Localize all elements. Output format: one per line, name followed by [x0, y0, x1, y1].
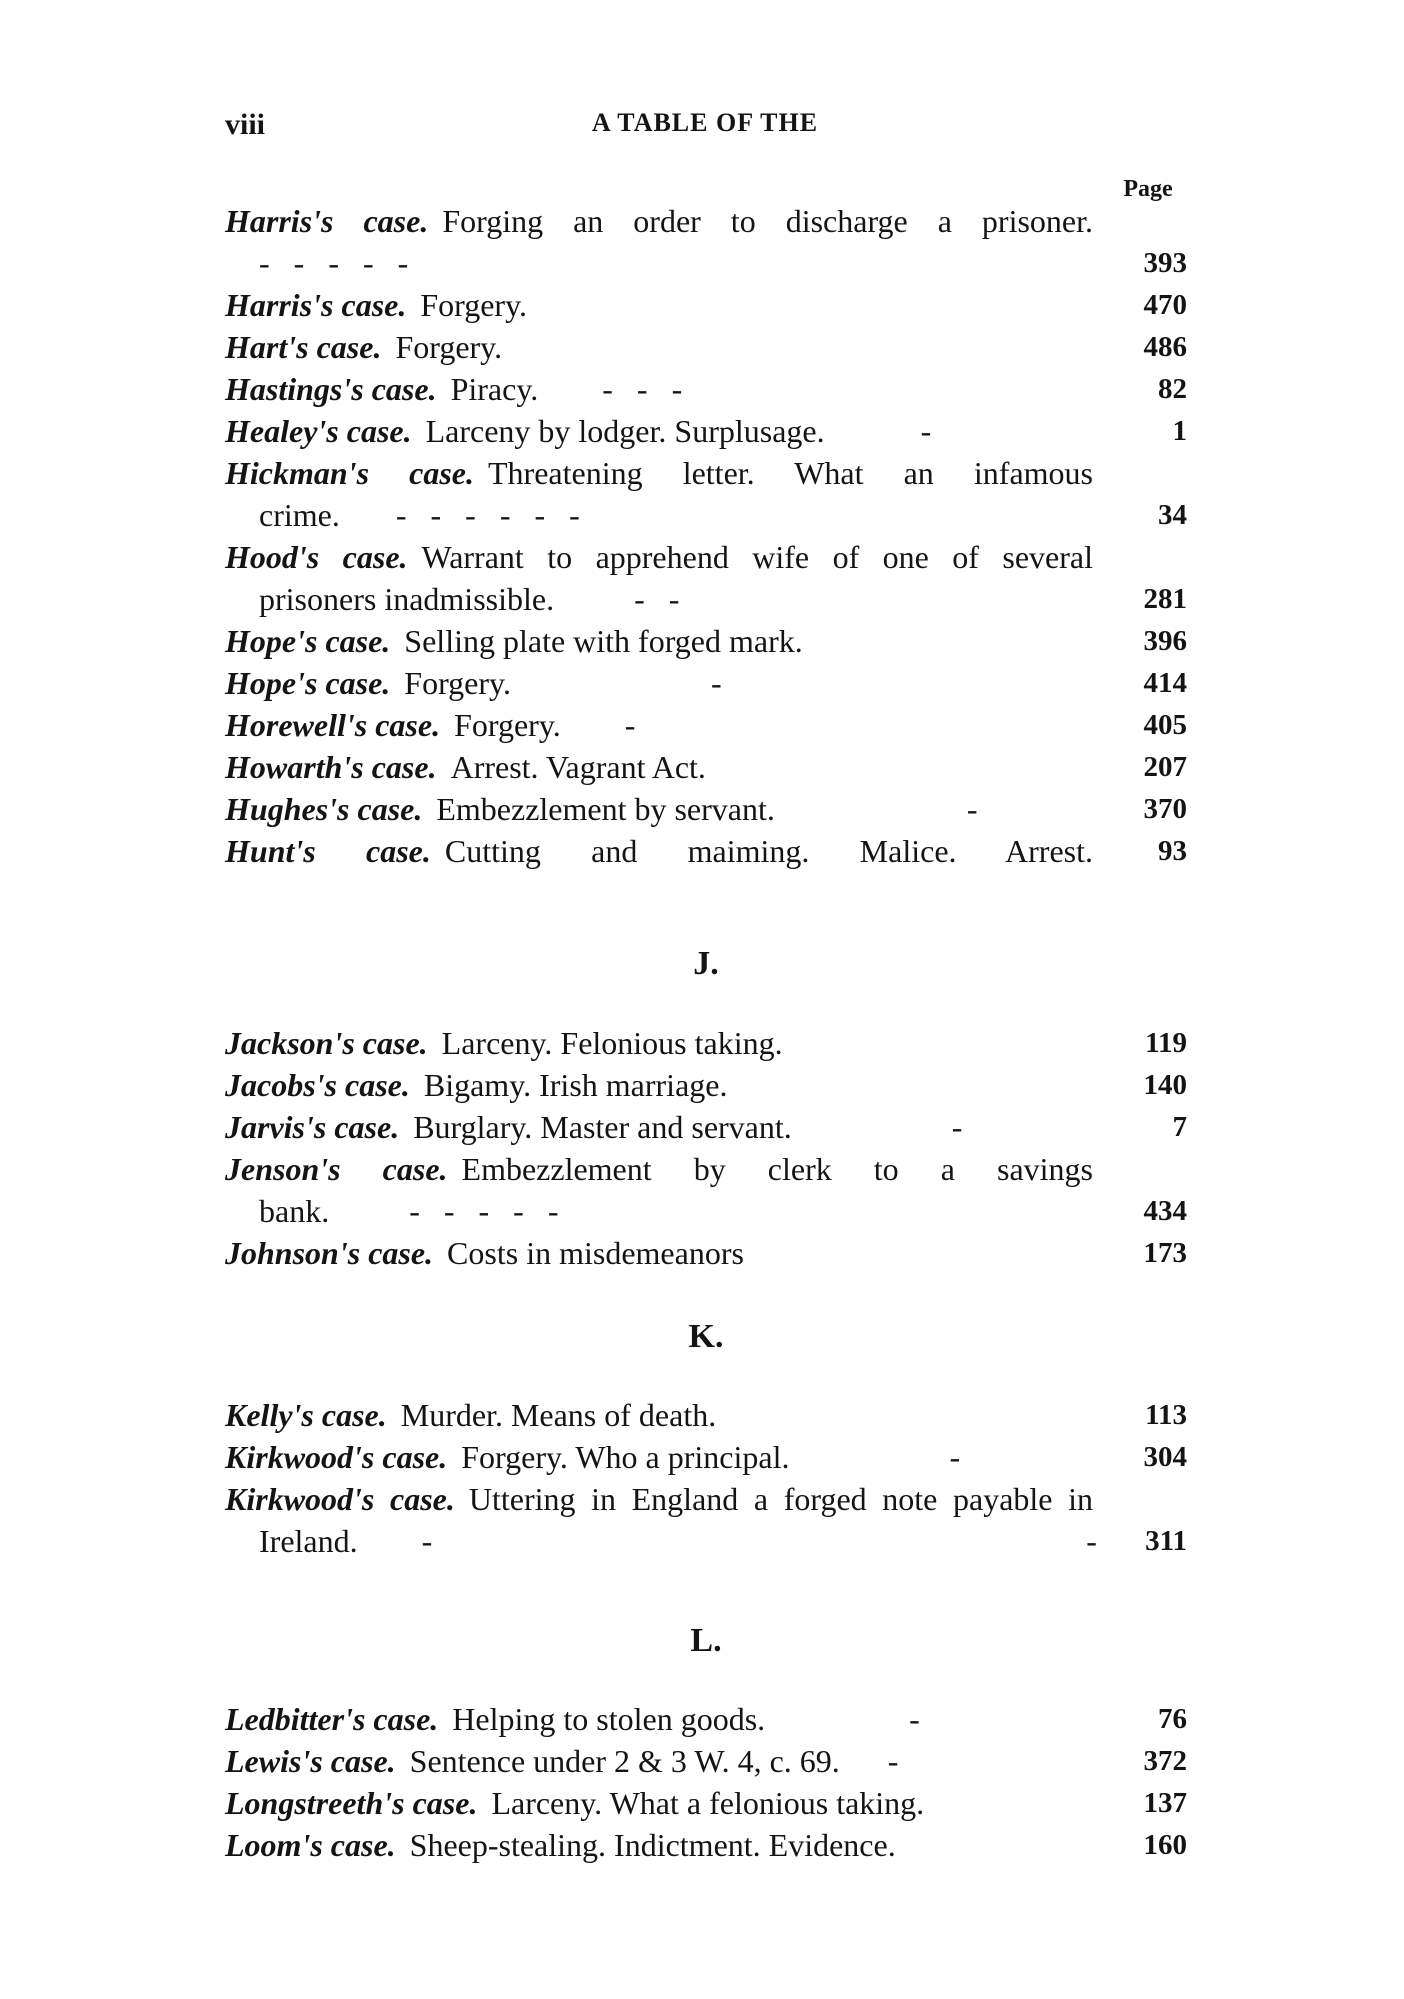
page-reference: 281	[1143, 583, 1187, 615]
leader-dashes: -	[966, 791, 978, 827]
index-entry	[225, 704, 1187, 746]
page-column-label: Page	[1123, 176, 1173, 202]
case-name: Kelly's case.	[225, 1397, 387, 1433]
case-description: Warrant to apprehend wife of one of several prisoners inadmissible.	[259, 539, 1094, 617]
case-name: Kirkwood's case.	[225, 1439, 448, 1475]
leader-dashes: - - -	[602, 371, 683, 407]
case-name: Hope's case.	[225, 623, 391, 659]
index-entry	[225, 1022, 1187, 1064]
case-name: Hart's case.	[225, 329, 382, 365]
page-reference: 76	[1158, 1703, 1187, 1735]
section-j	[225, 1022, 1187, 1274]
page-reference: 93	[1158, 835, 1187, 867]
index-entry	[225, 746, 1187, 788]
page-reference: 304	[1143, 1441, 1187, 1473]
case-description: Forgery. Who a principal.	[461, 1439, 790, 1475]
index-entry	[225, 1698, 1187, 1740]
leader-dashes: - - - - - -	[395, 497, 580, 533]
index-entry	[225, 1106, 1187, 1148]
case-name: Harris's case.	[225, 287, 407, 323]
page-reference: 113	[1145, 1399, 1187, 1431]
case-description: Uttering in England a forged note payable in Ireland.	[259, 1481, 1094, 1559]
page-reference: 207	[1143, 751, 1187, 783]
index-entry	[225, 1436, 1187, 1478]
case-description: Larceny. What a felonious taking.	[491, 1785, 925, 1821]
page-reference: 405	[1143, 709, 1187, 741]
page-reference: 414	[1143, 667, 1187, 699]
section-letter-j: J.	[693, 945, 719, 982]
case-description: Piracy.	[450, 371, 539, 407]
index-entry	[225, 1232, 1187, 1274]
index-entry	[225, 1782, 1187, 1824]
case-name: Hunt's case.	[225, 833, 431, 869]
index-entry	[225, 452, 1187, 536]
index-entry	[225, 200, 1187, 284]
page-reference: 370	[1143, 793, 1187, 825]
case-description: Larceny. Felonious taking.	[441, 1025, 783, 1061]
case-description: Embezzlement by clerk to a savings bank.	[259, 1151, 1093, 1229]
leader-dashes: - - - - -	[259, 245, 409, 281]
index-entry	[225, 284, 1187, 326]
case-name: Jenson's case.	[225, 1151, 448, 1187]
case-name: Horewell's case.	[225, 707, 441, 743]
case-description: Bigamy. Irish marriage.	[423, 1067, 728, 1103]
case-name: Hastings's case.	[225, 371, 437, 407]
case-description: Forgery.	[454, 707, 561, 743]
case-description: Arrest. Vagrant Act.	[450, 749, 706, 785]
page-reference: 7	[1172, 1111, 1187, 1143]
page-reference: 82	[1158, 373, 1187, 405]
leader-dashes: -	[624, 707, 636, 743]
case-name: Ledbitter's case.	[225, 1701, 439, 1737]
case-name: Lewis's case.	[225, 1743, 396, 1779]
case-description: Costs in misdemeanors	[447, 1235, 744, 1271]
case-description: Forgery.	[420, 287, 527, 323]
page-reference: 160	[1143, 1829, 1187, 1861]
index-entry	[225, 1064, 1187, 1106]
case-name: Harris's case.	[225, 203, 429, 239]
index-entry	[225, 788, 1187, 830]
index-entry	[225, 1148, 1187, 1232]
section-letter-k: K.	[688, 1318, 724, 1355]
index-entry	[225, 620, 1187, 662]
leader-dashes: -	[909, 1701, 920, 1737]
page-reference: 486	[1143, 331, 1187, 363]
page-reference: 34	[1158, 499, 1187, 531]
leader-dashes: -	[710, 665, 722, 701]
leader-dashes: -	[951, 1109, 963, 1145]
case-description: Selling plate with forged mark.	[404, 623, 803, 659]
case-description: Helping to stolen goods.	[452, 1701, 766, 1737]
index-entry	[225, 1740, 1187, 1782]
section-k	[225, 1394, 1187, 1562]
section-l	[225, 1698, 1187, 1866]
case-description: Threatening letter. What an infamous crime.	[259, 455, 1093, 533]
case-description: Forging an order to discharge a prisoner.	[442, 203, 1094, 239]
page-reference: 393	[1143, 247, 1187, 279]
index-entry	[225, 830, 1187, 872]
case-name: Jackson's case.	[225, 1025, 428, 1061]
section-h	[225, 200, 1187, 872]
case-name: Kirkwood's case.	[225, 1481, 455, 1517]
page-reference: 372	[1143, 1745, 1187, 1777]
leader-dashes: -	[920, 413, 932, 449]
leader-dashes: - - - - -	[409, 1193, 559, 1229]
running-head	[225, 108, 1185, 148]
case-name: Healey's case.	[225, 413, 412, 449]
index-entry	[225, 326, 1187, 368]
case-description: Cutting and maiming. Malice. Arrest.	[444, 833, 1094, 869]
index-entry	[225, 1478, 1187, 1562]
leader-dashes: - -	[634, 581, 680, 617]
case-name: Johnson's case.	[225, 1235, 434, 1271]
page-reference: 434	[1143, 1195, 1187, 1227]
page-reference: 396	[1143, 625, 1187, 657]
page-reference: 137	[1143, 1787, 1187, 1819]
page-number: viii	[225, 108, 266, 141]
index-entry	[225, 1824, 1187, 1866]
case-name: Loom's case.	[225, 1827, 396, 1863]
case-description: Sheep-stealing. Indictment. Evidence.	[409, 1827, 896, 1863]
section-letter-l: L.	[690, 1622, 722, 1659]
page-reference: 140	[1143, 1069, 1187, 1101]
index-entry	[225, 536, 1187, 620]
case-description: Sentence under 2 & 3 W. 4, c. 69.	[409, 1743, 840, 1779]
page-reference: 1	[1172, 415, 1187, 447]
case-description: Embezzlement by servant.	[436, 791, 775, 827]
page-reference: 470	[1143, 289, 1187, 321]
leader-dashes: - -	[421, 1523, 1097, 1559]
leader-dashes: -	[887, 1743, 899, 1779]
case-name: Jacobs's case.	[225, 1067, 410, 1103]
page-reference: 311	[1145, 1525, 1187, 1557]
leader-dashes: -	[949, 1439, 961, 1475]
page-reference: 173	[1143, 1237, 1187, 1269]
index-entry	[225, 368, 1187, 410]
page-title: A TABLE OF THE	[591, 108, 819, 137]
index-entry	[225, 1394, 1187, 1436]
page-reference: 119	[1145, 1027, 1187, 1059]
case-name: Jarvis's case.	[225, 1109, 400, 1145]
case-description: Murder. Means of death.	[400, 1397, 717, 1433]
case-name: Hood's case.	[225, 539, 408, 575]
case-name: Hope's case.	[225, 665, 391, 701]
index-entry	[225, 410, 1187, 452]
case-name: Longstreeth's case.	[225, 1785, 478, 1821]
case-description: Burglary. Master and servant.	[413, 1109, 792, 1145]
index-entry	[225, 662, 1187, 704]
case-name: Hughes's case.	[225, 791, 423, 827]
case-description: Larceny by lodger. Surplusage.	[425, 413, 825, 449]
case-description: Forgery.	[404, 665, 511, 701]
case-name: Howarth's case.	[225, 749, 437, 785]
case-description: Forgery.	[395, 329, 503, 365]
case-name: Hickman's case.	[225, 455, 474, 491]
